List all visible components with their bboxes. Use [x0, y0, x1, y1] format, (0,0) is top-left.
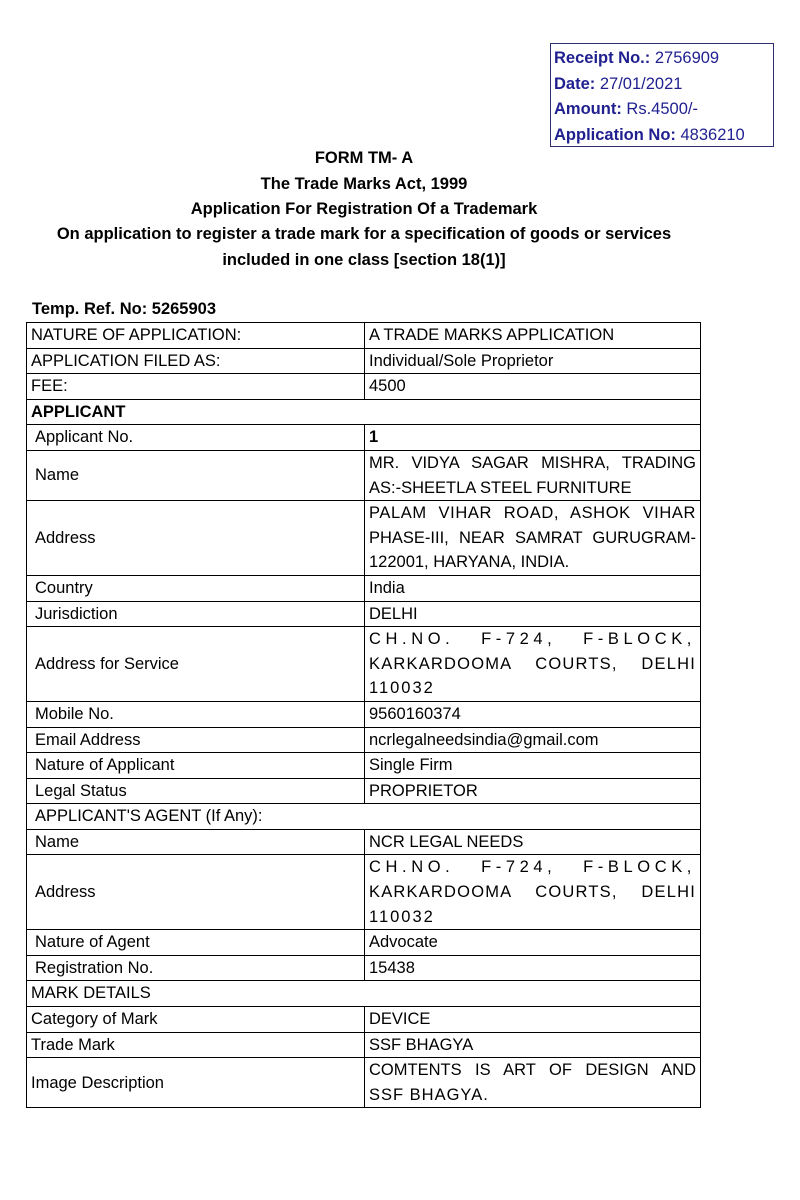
filed-as-value: Individual/Sole Proprietor — [365, 348, 701, 374]
table-row — [27, 855, 701, 930]
table-row — [27, 778, 701, 804]
table-row — [27, 753, 701, 779]
receipt-no-line — [554, 46, 773, 72]
legal-status-label: Legal Status — [27, 778, 365, 804]
date-value: 27/01/2021 — [599, 74, 683, 93]
jurisdiction-label: Jurisdiction — [27, 601, 365, 627]
table-row — [27, 727, 701, 753]
table-row — [27, 399, 701, 425]
nature-of-applicant-value: Single Firm — [365, 753, 701, 779]
nature-of-application-label: NATURE OF APPLICATION: — [27, 323, 365, 349]
name-value — [365, 450, 701, 500]
image-description-value — [365, 1058, 701, 1108]
table-row — [27, 955, 701, 981]
address-value — [365, 501, 701, 576]
nature-of-application-value: A TRADE MARKS APPLICATION — [365, 323, 701, 349]
table-row — [27, 930, 701, 956]
country-value: India — [365, 575, 701, 601]
service-address-line-2: KARKARDOOMA COURTS, DELHI — [369, 654, 696, 673]
receipt-box — [550, 43, 774, 147]
nature-of-agent-label: Nature of Agent — [27, 930, 365, 956]
purpose-title: Application For Registration Of a Trademark — [190, 200, 538, 218]
table-row — [27, 804, 701, 830]
table-row — [27, 501, 701, 576]
category-of-mark-label: Category of Mark — [27, 1007, 365, 1033]
mark-section-header: MARK DETAILS — [27, 981, 701, 1007]
table-row — [27, 374, 701, 400]
nature-of-agent-value: Advocate — [365, 930, 701, 956]
table-row — [27, 701, 701, 727]
applicant-no-value: 1 — [365, 425, 701, 451]
amount-line — [554, 97, 773, 123]
name-line-2: AS:-SHEETLA STEEL FURNITURE — [369, 478, 632, 497]
nature-of-applicant-label: Nature of Applicant — [27, 753, 365, 779]
table-row — [27, 1032, 701, 1058]
mobile-label: Mobile No. — [27, 701, 365, 727]
address-label: Address — [27, 501, 365, 576]
temp-ref-no: Temp. Ref. No: 5265903 — [32, 300, 217, 318]
form-title: FORM TM- A — [314, 149, 414, 167]
image-description-line-2: SSF BHAGYA. — [369, 1085, 489, 1104]
name-line-1: MR. VIDYA SAGAR MISHRA, TRADING — [369, 453, 696, 472]
agent-name-label: Name — [27, 829, 365, 855]
agent-address-line-1: CH.NO. F-724, F-BLOCK, — [369, 858, 696, 877]
amount-value: Rs.4500/- — [626, 100, 698, 118]
table-row — [27, 425, 701, 451]
category-of-mark-value: DEVICE — [365, 1007, 701, 1033]
act-title: The Trade Marks Act, 1999 — [260, 175, 468, 193]
email-value: ncrlegalneedsindia@gmail.com — [365, 727, 701, 753]
address-line-3: 122001, HARYANA, INDIA. — [369, 553, 570, 572]
date-line — [554, 72, 773, 98]
applicant-no-label: Applicant No. — [27, 425, 365, 451]
address-for-service-value — [365, 627, 701, 702]
agent-address-label: Address — [27, 855, 365, 930]
agent-address-line-3: 110032 — [369, 907, 435, 926]
table-row — [27, 575, 701, 601]
legal-status-value: PROPRIETOR — [365, 778, 701, 804]
application-no-line — [554, 123, 773, 149]
table-row — [27, 348, 701, 374]
registration-no-label: Registration No. — [27, 955, 365, 981]
table-row — [27, 981, 701, 1007]
trade-mark-value: SSF BHAGYA — [365, 1032, 701, 1058]
name-label: Name — [27, 450, 365, 500]
jurisdiction-value: DELHI — [365, 601, 701, 627]
table-row — [27, 627, 701, 702]
table-row — [27, 1058, 701, 1108]
agent-address-value — [365, 855, 701, 930]
table-row — [27, 1007, 701, 1033]
address-line-2: PHASE-III, NEAR SAMRAT GURUGRAM- — [369, 528, 696, 547]
mobile-value: 9560160374 — [365, 701, 701, 727]
service-address-line-1: CH.NO. F-724, F-BLOCK, — [369, 630, 696, 649]
application-no-label: Application No: — [554, 125, 676, 144]
table-row — [27, 450, 701, 500]
date-label: Date: — [554, 74, 596, 93]
application-no-value: 4836210 — [680, 125, 745, 144]
application-table — [26, 322, 701, 1108]
amount-label: Amount: — [554, 100, 622, 118]
trade-mark-label: Trade Mark — [27, 1032, 365, 1058]
image-description-label: Image Description — [27, 1058, 365, 1108]
address-for-service-label: Address for Service — [27, 627, 365, 702]
service-address-line-3: 110032 — [369, 679, 435, 698]
description-line-1: On application to register a trade mark for a specification of goods or services — [56, 225, 672, 243]
receipt-no-label: Receipt No.: — [554, 49, 651, 67]
filed-as-label: APPLICATION FILED AS: — [27, 348, 365, 374]
fee-value: 4500 — [365, 374, 701, 400]
registration-no-value: 15438 — [365, 955, 701, 981]
country-label: Country — [27, 575, 365, 601]
image-description-line-1: COMTENTS IS ART OF DESIGN AND — [369, 1061, 696, 1080]
table-row — [27, 829, 701, 855]
agent-address-line-2: KARKARDOOMA COURTS, DELHI — [369, 883, 696, 902]
applicant-section-header: APPLICANT — [27, 399, 701, 425]
agent-name-value: NCR LEGAL NEEDS — [365, 829, 701, 855]
table-row — [27, 601, 701, 627]
fee-label: FEE: — [27, 374, 365, 400]
address-line-1: PALAM VIHAR ROAD, ASHOK VIHAR — [369, 504, 696, 523]
email-label: Email Address — [27, 727, 365, 753]
receipt-no-value: 2756909 — [654, 49, 720, 67]
table-row — [27, 323, 701, 349]
description-line-2: included in one class [section 18(1)] — [222, 251, 506, 269]
agent-section-header: APPLICANT'S AGENT (If Any): — [27, 804, 701, 830]
